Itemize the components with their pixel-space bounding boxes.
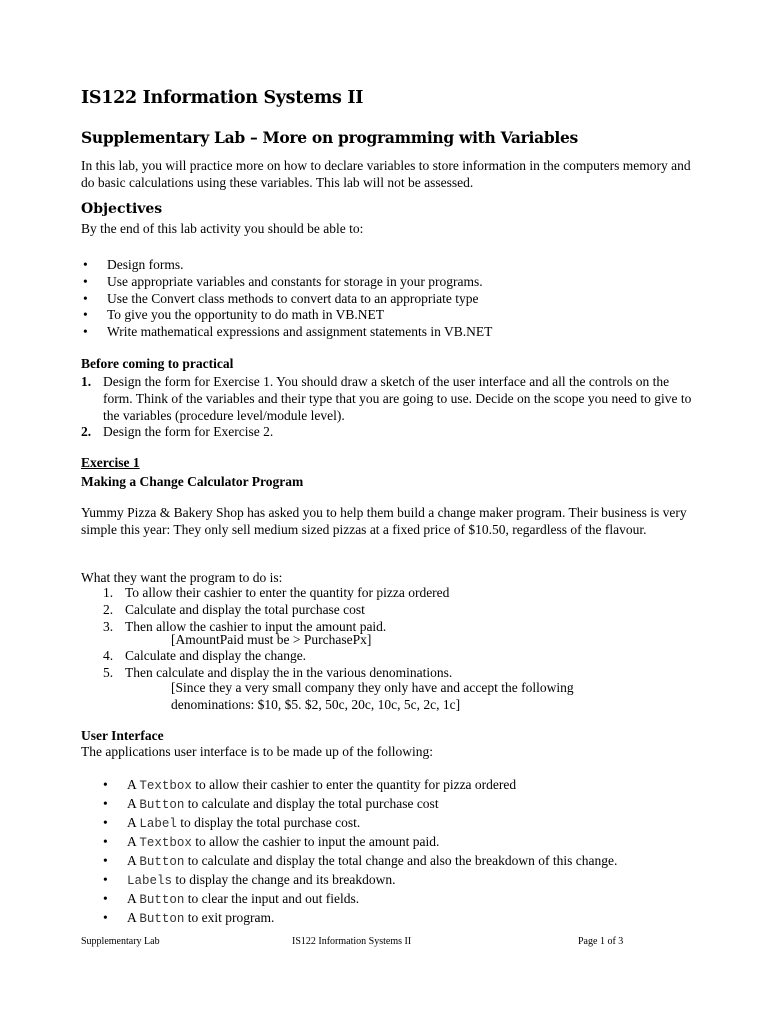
exercise-label: Exercise 1 — [81, 455, 140, 470]
steps-list-b — [103, 648, 693, 682]
item-prefix: A — [127, 815, 140, 830]
control-name: Labels — [127, 874, 173, 888]
list-item — [81, 776, 701, 795]
item-text: Design the form for Exercise 1. You should draw a sketch of the user interface and all the controls on the form. Think of the variables and their type that you are going to use. Decide on the scope you need to give to the variables (procedure level/module level). — [103, 374, 692, 423]
item-text: to allow the cashier to input the amount paid. — [191, 834, 440, 849]
item-text: Calculate and display the total purchase cost — [125, 601, 365, 617]
item-text: to calculate and display the total change and also the breakdown of this change. — [184, 853, 618, 868]
control-name: Textbox — [139, 779, 192, 793]
item-prefix: A — [127, 891, 140, 906]
before-list — [81, 374, 693, 441]
list-item — [81, 424, 693, 441]
intro-paragraph: In this lab, you will practice more on how to declare variables to store information in the computers memory and do basic calculations using these variables. This lab will not be assessed. — [81, 158, 691, 190]
footer-page-number: Page 1 of 3 — [578, 936, 624, 947]
item-text: Design the form for Exercise 2. — [103, 424, 274, 440]
list-item — [103, 648, 693, 665]
item-number: 1. — [81, 374, 92, 389]
steps-list-a — [103, 585, 693, 635]
item-number: 4. — [103, 648, 114, 663]
control-name: Button — [139, 798, 185, 812]
item-prefix: A — [127, 853, 140, 868]
item-text: to exit program. — [184, 910, 275, 925]
list-item — [81, 909, 701, 928]
list-item: • Use appropriate variables and constants for storage in your programs. — [81, 274, 701, 291]
control-name: Button — [139, 855, 185, 869]
note-amount: [AmountPaid must be > PurchasePx] — [171, 632, 372, 647]
item-number: 2. — [103, 601, 114, 617]
item-number: 1. — [103, 585, 114, 600]
item-prefix: A — [127, 834, 140, 849]
list-item — [81, 374, 693, 424]
item-prefix: A — [127, 910, 140, 925]
list-item — [103, 585, 693, 602]
ui-lead: The applications user interface is to be made up of the following: — [81, 744, 434, 759]
item-text: to calculate and display the total purchase cost — [184, 796, 439, 811]
list-item — [81, 871, 701, 890]
item-text: to display the change and its breakdown. — [172, 872, 396, 887]
footer-center: IS122 Information Systems II — [292, 936, 412, 947]
footer-left: Supplementary Lab — [81, 936, 160, 947]
exercise-paragraph: Yummy Pizza & Bakery Shop has asked you to help them build a change maker program. Their business is very simple this year: They only sell medium sized pizzas at a fixed price of $10.50, regardless of the flavour. — [81, 505, 687, 537]
list-item — [81, 833, 701, 852]
list-item — [81, 814, 701, 833]
item-text: Then calculate and display the in the various denominations. — [125, 664, 453, 680]
exercise-heading: Making a Change Calculator Program — [81, 474, 304, 489]
item-text: to display the total purchase cost. — [176, 815, 361, 830]
control-name: Button — [139, 893, 185, 907]
objectives-lead: By the end of this lab activity you should be able to: — [81, 221, 364, 236]
control-name: Label — [139, 817, 177, 831]
item-text: Calculate and display the change. — [125, 648, 307, 663]
item-prefix: A — [127, 777, 140, 792]
list-item: • Write mathematical expressions and assignment statements in VB.NET — [81, 324, 701, 341]
item-number: 5. — [103, 664, 114, 680]
item-number: 2. — [81, 424, 92, 440]
item-text: to clear the input and out fields. — [184, 891, 360, 906]
document-title: IS122 Information Systems II — [81, 88, 364, 108]
list-item: • Use the Convert class methods to convert data to an appropriate type — [81, 291, 701, 308]
list-item — [81, 795, 701, 814]
document-subtitle: Supplementary Lab – More on programming with Variables — [81, 128, 578, 147]
want-lead: What they want the program to do is: — [81, 570, 283, 585]
ui-list — [81, 776, 701, 928]
list-item — [103, 602, 693, 619]
list-item: • To give you the opportunity to do math in VB.NET — [81, 307, 701, 324]
objectives-heading: Objectives — [81, 201, 163, 217]
objectives-list — [81, 257, 701, 341]
before-heading: Before coming to practical — [81, 356, 234, 371]
list-item — [81, 890, 701, 909]
control-name: Textbox — [139, 836, 192, 850]
control-name: Button — [139, 912, 185, 926]
note-denominations: [Since they a very small company they only have and accept the following denominations: $10, $5. $2, 50c, 20c, 10c, 5c, 2c, 1c] — [171, 680, 574, 712]
item-text: to allow their cashier to enter the quantity for pizza ordered — [191, 777, 517, 792]
list-item: • Design forms. — [81, 257, 701, 274]
item-text: To allow their cashier to enter the quantity for pizza ordered — [125, 585, 450, 600]
ui-heading: User Interface — [81, 728, 164, 743]
list-item — [81, 852, 701, 871]
item-number: 3. — [103, 618, 114, 634]
item-text: Then allow the cashier to input the amount paid. — [125, 618, 387, 634]
item-prefix: A — [127, 796, 140, 811]
